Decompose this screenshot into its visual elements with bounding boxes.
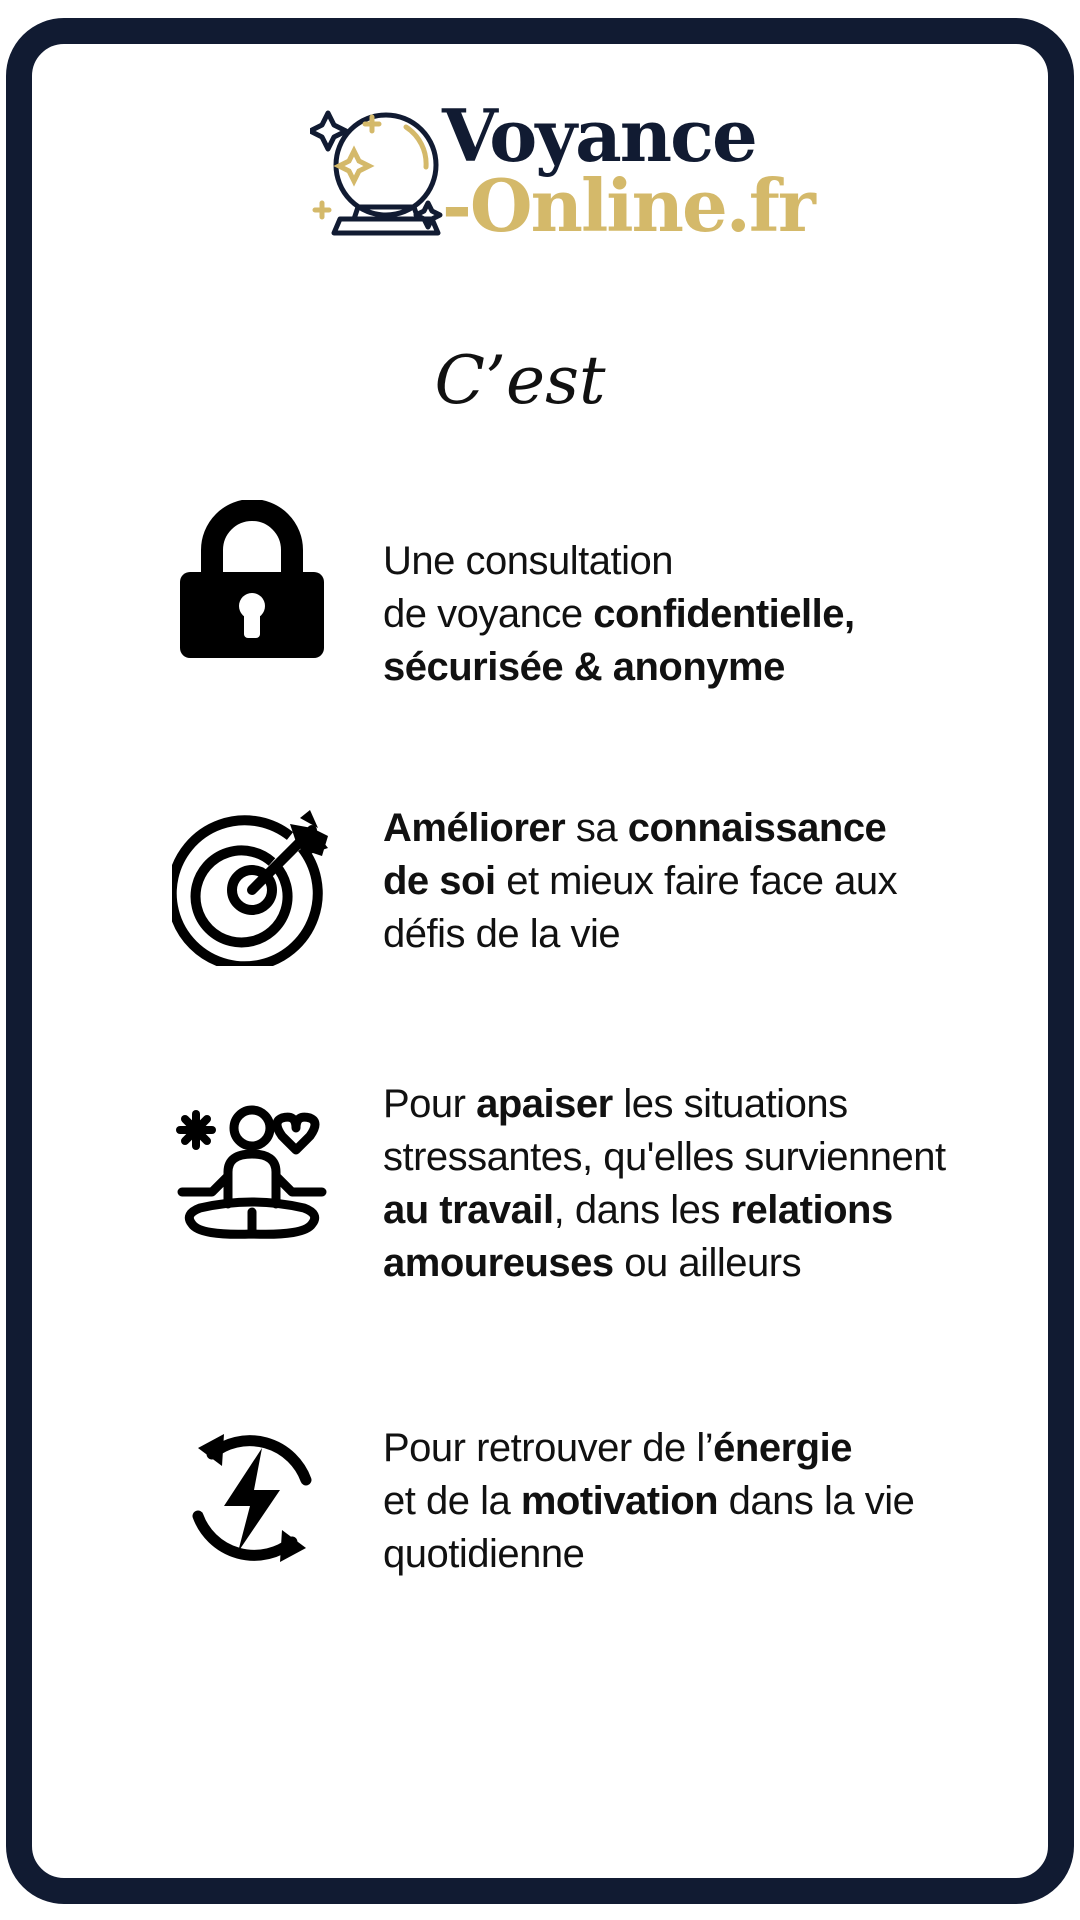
feature-text-bold: au travail	[383, 1188, 554, 1232]
feature-text-bold: connaissance	[627, 806, 887, 850]
feature-text-stress	[383, 1078, 983, 1290]
feature-text-bold: amoureuses	[383, 1241, 614, 1285]
target-arrow-icon	[172, 806, 332, 966]
brand-name-line1: Voyance	[442, 93, 756, 178]
energy-cycle-icon	[172, 1418, 332, 1578]
feature-text-segment: Une consultation	[383, 539, 673, 583]
brand-logo[interactable]	[310, 93, 814, 255]
feature-text-bold: sécurisée & anonyme	[383, 645, 785, 689]
feature-text-bold: énergie	[713, 1426, 852, 1470]
feature-text-bold: de soi	[383, 859, 496, 903]
feature-text-segment: , dans les	[553, 1188, 731, 1232]
feature-text-confidential	[383, 535, 983, 694]
crystal-ball-icon	[310, 95, 450, 245]
feature-text-segment: défis de la vie	[383, 912, 621, 956]
feature-text-segment: et de la	[383, 1479, 521, 1523]
feature-text-segment: quotidienne	[383, 1532, 585, 1576]
feature-text-segment: Pour retrouver de l’	[383, 1426, 714, 1470]
feature-text-bold: confidentielle,	[593, 592, 855, 636]
feature-text-bold: relations	[730, 1188, 893, 1232]
feature-text-bold: motivation	[520, 1479, 719, 1523]
feature-text-segment: ou ailleurs	[613, 1241, 802, 1285]
intro-heading: C’est	[434, 342, 606, 419]
brand-name-line2: -Online.fr	[442, 163, 814, 248]
feature-text-segment: et mieux faire face aux	[495, 859, 898, 903]
feature-text-bold: Améliorer	[383, 806, 566, 850]
feature-text-self-knowledge	[383, 802, 983, 961]
padlock-icon	[172, 500, 332, 660]
feature-text-energy	[383, 1422, 983, 1581]
meditation-icon	[172, 1100, 332, 1260]
feature-text-segment: les situations	[612, 1082, 848, 1126]
feature-text-segment: de voyance	[383, 592, 594, 636]
feature-text-bold: apaiser	[476, 1082, 613, 1126]
card-frame	[6, 18, 1074, 1904]
feature-text-segment: sa	[565, 806, 628, 850]
feature-text-segment: stressantes, qu'elles surviennent	[383, 1135, 946, 1179]
feature-text-segment: dans la vie	[718, 1479, 915, 1523]
feature-text-segment: Pour	[383, 1082, 477, 1126]
